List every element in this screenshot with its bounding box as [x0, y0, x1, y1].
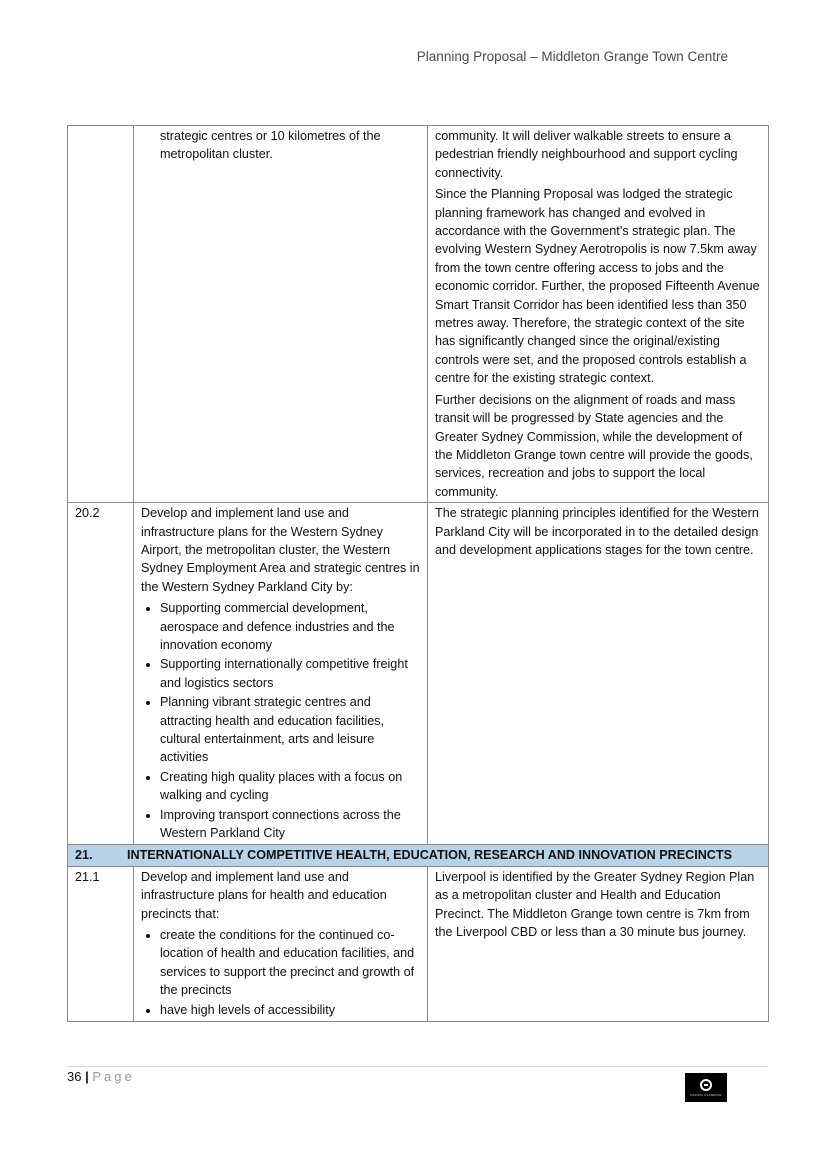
list-item: • Improving transport connections across the Western Parkland City [160, 806, 420, 843]
action-text: strategic centres or 10 kilometres of the metropolitan cluster. [160, 129, 381, 162]
action-intro: Develop and implement land use and infrastructure plans for the Western Sydney Airport, the metropolitan cluster, the Western Sydney Employment Area and strategic centres in the Western Sydney Parkland City by: [141, 506, 420, 594]
list-item: • Creating high quality places with a focus on walking and cycling [160, 768, 420, 805]
planning-table [67, 125, 769, 1022]
section-heading-row [68, 845, 769, 866]
response-cell [428, 126, 769, 503]
row-number: 20.2 [68, 503, 134, 845]
action-intro: Develop and implement land use and infrastructure plans for health and education precincts that: [141, 869, 387, 921]
response-paragraph: Liverpool is identified by the Greater Sydney Region Plan as a metropolitan cluster and Health and Education Precinct. The Middleton Grange town centre is 7km from the Liverpool CBD or less than a 30 minute bus journey. [435, 869, 755, 940]
footer-separator: | [85, 1069, 89, 1084]
row-number [68, 126, 134, 503]
list-item: • create the conditions for the continued co-location of health and education facilities, and services to support the precinct and growth of the precincts [160, 926, 420, 1000]
company-logo [685, 1073, 727, 1102]
response-paragraph: Further decisions on the alignment of roads and mass transit will be progressed by State agencies and the Greater Sydney Commission, while the development of the Middleton Grange town centre will provide the goods, services, recreation and jobs to support the local community. [435, 392, 753, 499]
list-item: • Supporting commercial development, aerospace and defence industries and the innovation economy [160, 599, 420, 654]
list-item: • have high levels of accessibility [160, 1001, 420, 1019]
page-number: 36 [67, 1069, 82, 1084]
page-footer [67, 1069, 135, 1084]
row-number: 21.1 [68, 866, 134, 1021]
list-item: • Supporting internationally competitive freight and logistics sectors [160, 655, 420, 692]
list-item: • Planning vibrant strategic centres and attracting health and education facilities, cultural entertainment, arts and leisure activities [160, 693, 420, 767]
footer-divider [67, 1066, 768, 1067]
page-label: Page [92, 1069, 135, 1084]
action-bullet-list [141, 926, 420, 1019]
logo-text: PACIFIC PLANNING [690, 1092, 722, 1097]
table-row [68, 126, 769, 503]
table-row [68, 503, 769, 845]
action-cell [134, 866, 428, 1021]
page-header-title: Planning Proposal – Middleton Grange Town Centre [416, 49, 728, 64]
response-cell [428, 503, 769, 845]
table-row [68, 866, 769, 1021]
action-bullet-list [141, 599, 420, 842]
response-paragraph: community. It will deliver walkable streets to ensure a pedestrian friendly neighbourhood and support cycling connectivity. [435, 129, 738, 180]
response-cell [428, 866, 769, 1021]
section-title: INTERNATIONALLY COMPETITIVE HEALTH, EDUCATION, RESEARCH AND INNOVATION PRECINCTS [127, 848, 732, 863]
logo-mark-icon [700, 1079, 712, 1091]
action-cell [134, 126, 428, 503]
response-paragraph: Since the Planning Proposal was lodged the strategic planning framework has changed and evolved in accordance with the Government’s strategic plan. The evolving Western Sydney Aerotropolis is now 7.5km away from the town centre offering access to jobs and the economic corridor. Further, the proposed Fifteenth Avenue Smart Transit Corridor has been identified less than 350 metres away. Therefore, the strategic context of the site has significantly changed since the original/existing controls were set, and the proposed controls establish a centre for the existing strategic context. [435, 187, 760, 386]
action-cell [134, 503, 428, 845]
response-paragraph: The strategic planning principles identified for the Western Parkland City will be incorporated in to the detailed design and development applications stages for the town centre. [435, 506, 759, 557]
section-heading [68, 845, 769, 866]
section-number: 21. [75, 848, 93, 863]
